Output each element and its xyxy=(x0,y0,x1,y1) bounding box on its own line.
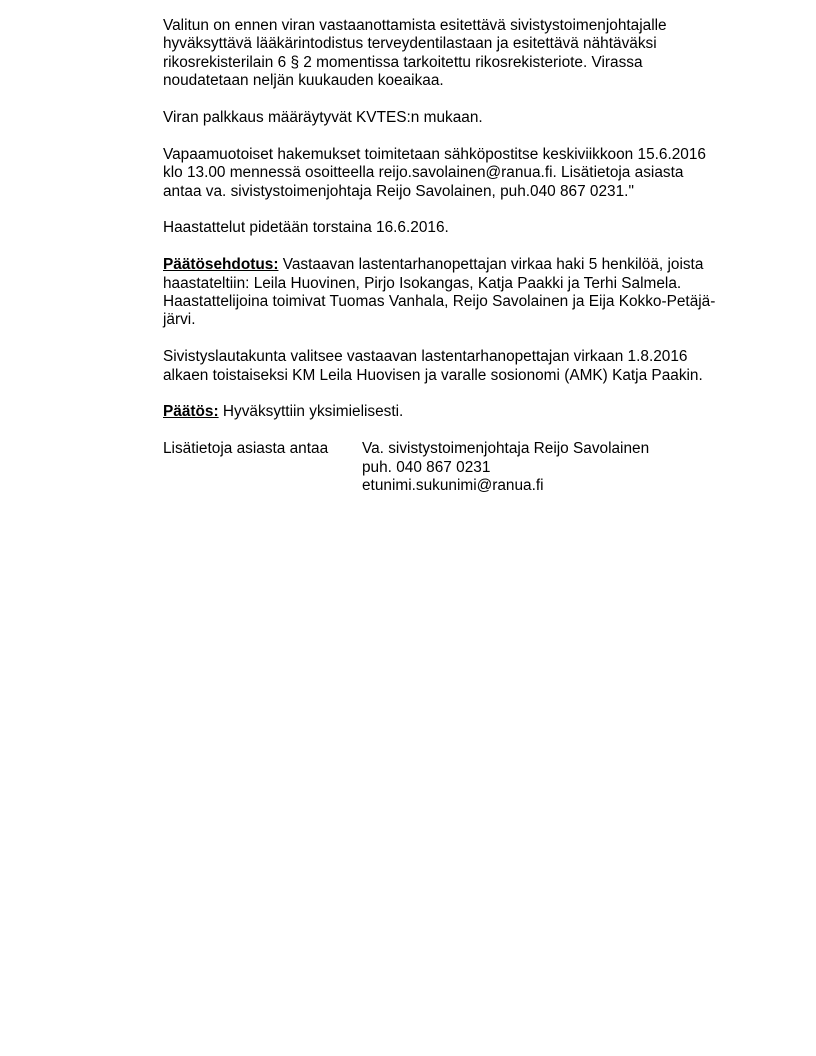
paragraph-decision xyxy=(163,403,753,421)
proposal-text: Vastaavan lastentarhanopettajan virkaa haki 5 henkilöä, joista haastateltiin: Leila Huovinen, Pirjo Isokangas, Katja Paakki ja Terhi Salmela. Haastattelijoina toimivat Tuomas Vanhala, Reijo Savolainen ja Eija Kokko-Petäjä- järvi. xyxy=(163,256,716,329)
paragraph-proposal xyxy=(163,256,753,330)
decision-label: Päätös: xyxy=(163,403,219,421)
contact-name: Va. sivistystoimenjohtaja Reijo Savolainen xyxy=(362,440,650,458)
contact-phone: puh. 040 867 0231 xyxy=(362,458,491,476)
document-page xyxy=(163,17,753,495)
contact-block xyxy=(163,440,753,495)
contact-label: Lisätietoja asiasta antaa xyxy=(163,440,329,458)
paragraph-applications: Vapaamuotoiset hakemukset toimitetaan sähköpostitse keskiviikkoon 15.6.2016 klo 13.00 mennessä osoitteella reijo.savolainen@ranua.fi. Lisätietoja asiasta antaa va. sivistystoimenjohtaja Reijo Savolainen, puh.040 867 0231." xyxy=(163,145,706,200)
proposal-label: Päätösehdotus: xyxy=(163,256,279,274)
paragraph-appointment-conditions: Valitun on ennen viran vastaanottamista esitettävä sivistystoimenjohtajalle hyväksyttävä lääkärintodistus terveydentilastaan ja esitettävä nähtäväksi rikosrekisterilain 6 § 2 momentissa tarkoitettu rikosrekisteriote. Virassa noudatetaan neljän kuukauden koeaikaa. xyxy=(163,17,667,90)
contact-details xyxy=(362,440,649,495)
decision-text: Hyväksyttiin yksimielisesti. xyxy=(218,403,404,421)
paragraph-salary: Viran palkkaus määräytyvät KVTES:n mukaan. xyxy=(163,109,483,127)
paragraph-proposal-continued: Sivistyslautakunta valitsee vastaavan lastentarhanopettajan virkaan 1.8.2016 alkaen toistaiseksi KM Leila Huovisen ja varalle sosionomi (AMK) Katja Paakin. xyxy=(163,348,703,384)
paragraph-interviews: Haastattelut pidetään torstaina 16.6.2016. xyxy=(163,219,449,237)
contact-email: etunimi.sukunimi@ranua.fi xyxy=(362,477,544,495)
